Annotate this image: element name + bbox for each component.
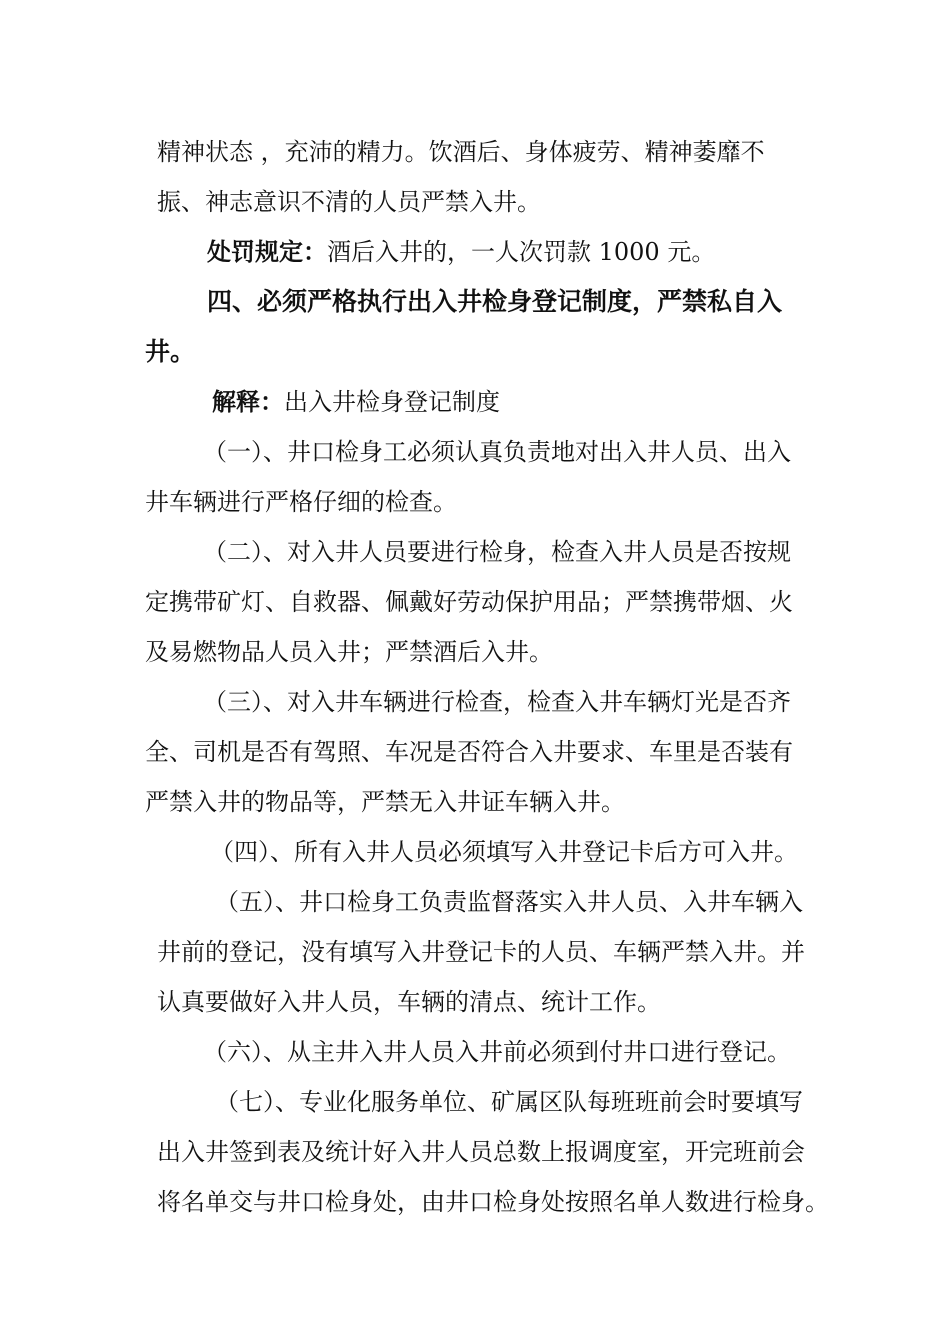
text-line-1: 精神状态 ，充沛的精力。饮酒后、身体疲劳、精神萎靡不 <box>157 138 765 166</box>
item-5-line-3: 认真要做好入井人员，车辆的清点、统计工作。 <box>157 988 661 1016</box>
explain-text: 出入井检身登记制度 <box>284 388 500 416</box>
item-7-line-3: 将名单交与井口检身处，由井口检身处按照名单人数进行检身。 <box>157 1188 829 1216</box>
explain-paragraph <box>212 387 500 417</box>
item-7-line-2: 出入井签到表及统计好入井人员总数上报调度室，开完班前会 <box>157 1138 805 1166</box>
explain-label: 解释： <box>212 387 284 416</box>
item-5-line-1: （五）、井口检身工负责监督落实入井人员、入井车辆入 <box>215 888 803 916</box>
item-2-line-1: （二）、对入井人员要进行检身，检查入井人员是否按规 <box>203 538 791 566</box>
item-7-line-1: （七）、专业化服务单位、矿属区队每班班前会时要填写 <box>215 1088 803 1116</box>
item-3-line-3: 严禁入井的物品等，严禁无入井证车辆入井。 <box>145 788 625 816</box>
item-2-line-2: 定携带矿灯、自救器、佩戴好劳动保护用品；严禁携带烟、火 <box>145 588 793 616</box>
item-6-line-1: （六）、从主井入井人员入井前必须到付井口进行登记。 <box>203 1038 791 1066</box>
item-5-line-2: 井前的登记，没有填写入井登记卡的人员、车辆严禁入井。并 <box>157 938 805 966</box>
penalty-label: 处罚规定： <box>207 237 327 266</box>
item-1-line-1: （一）、井口检身工必须认真负责地对出入井人员、出入 <box>203 438 791 466</box>
item-4-line-1: （四）、所有入井人员必须填写入井登记卡后方可入井。 <box>210 838 798 866</box>
penalty-paragraph <box>207 237 715 267</box>
penalty-text: 酒后入井的，一人次罚款 1000 元。 <box>327 238 716 266</box>
item-3-line-1: （三）、对入井车辆进行检查，检查入井车辆灯光是否齐 <box>203 688 791 716</box>
section-heading-4: 四、必须严格执行出入井检身登记制度，严禁私自入 <box>207 287 783 316</box>
item-1-line-2: 井车辆进行严格仔细的检查。 <box>145 488 457 516</box>
section-heading-4-cont: 井。 <box>145 337 196 366</box>
item-2-line-3: 及易燃物品人员入井；严禁酒后入井。 <box>145 638 553 666</box>
item-3-line-2: 全、司机是否有驾照、车况是否符合入井要求、车里是否装有 <box>145 738 793 766</box>
text-line-2: 振、神志意识不清的人员严禁入井。 <box>157 188 541 216</box>
